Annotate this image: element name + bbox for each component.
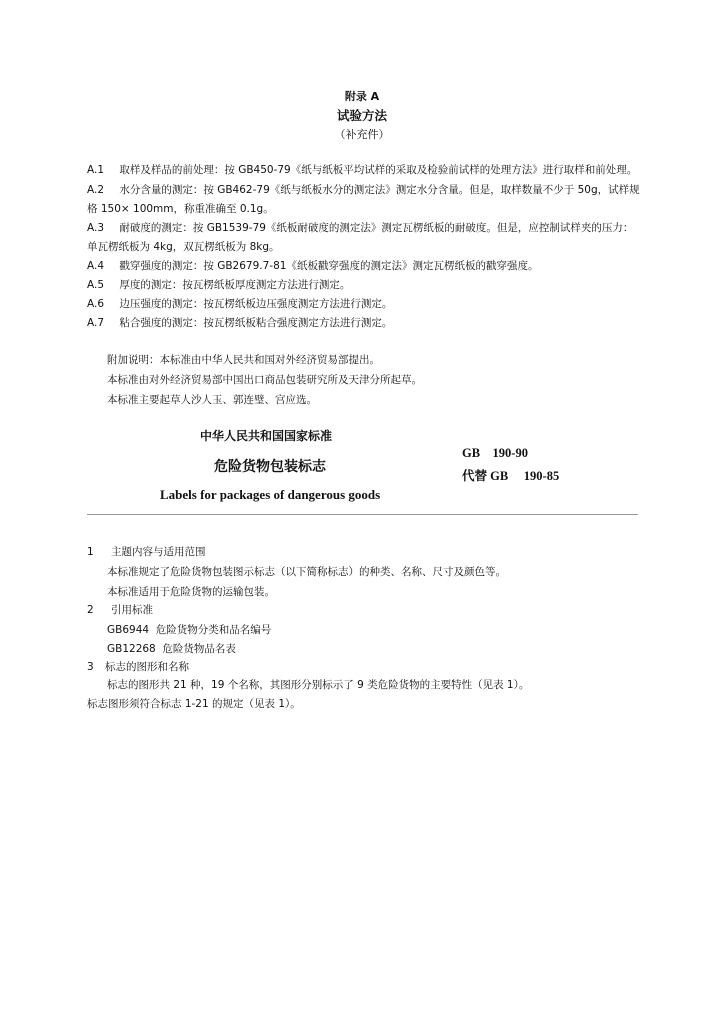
method-text: 戳穿强度的测定：按 GB2679.7-81《纸板戳穿强度的测定法》测定瓦楞纸板的戳穿强度。 [119, 260, 539, 272]
additional-note-proposer: 附加说明：本标准由中华人民共和国对外经济贸易部提出。 [107, 354, 380, 366]
standard-org: 中华人民共和国国家标准 [200, 429, 333, 443]
section-2-heading [87, 602, 153, 617]
additional-note-drafter: 本标准由对外经济贸易部中国出口商品包装研究所及天津分所起草。 [107, 374, 422, 386]
section-3-heading [87, 659, 189, 674]
section-title: 主题内容与适用范围 [111, 546, 206, 558]
method-a3 [87, 220, 633, 235]
reference-gb12268: GB12268 危险货物品名表 [107, 643, 236, 655]
appendix-note: （补充件） [334, 128, 390, 141]
additional-note-authors: 本标准主要起草人沙人玉、郭连璧、宫应选。 [107, 394, 317, 406]
method-num: A.3 [87, 222, 105, 234]
method-a4 [87, 258, 538, 273]
appendix-title: 附录 A [344, 90, 380, 103]
method-num: A.4 [87, 260, 105, 272]
appendix-subtitle: 试验方法 [336, 108, 387, 123]
method-num: A.5 [87, 279, 105, 291]
standard-replaces: 代替 GB 190-85 [462, 469, 560, 483]
method-num: A.6 [87, 298, 105, 310]
method-a2-continuation: 格 150× 100mm，称重准确至 0.1g。 [87, 203, 274, 215]
section-num: 3 [87, 661, 94, 673]
labels-requirement: 标志图形须符合标志 1-21 的规定（见表 1）。 [87, 698, 301, 710]
standard-title-en: Labels for packages of dangerous goods [160, 487, 381, 502]
applicability-text: 本标准适用于危险货物的运输包装。 [107, 586, 275, 598]
standard-title-cn: 危险货物包装标志 [214, 459, 326, 475]
section-title: 引用标准 [111, 604, 154, 616]
method-a3-continuation: 单瓦楞纸板为 4kg，双瓦楞纸板为 8kg。 [87, 241, 280, 253]
header-divider [87, 514, 638, 515]
method-a2 [87, 182, 640, 197]
section-num: 1 [87, 546, 94, 558]
method-text: 粘合强度的测定：按瓦楞纸板粘合强度测定方法进行测定。 [119, 317, 393, 329]
method-num: A.1 [87, 164, 105, 176]
method-text: 取样及样品的前处理：按 GB450-79《纸与纸板平均试样的采取及检验前试样的处理方法》进行取样和前处理。 [119, 164, 638, 176]
method-text: 边压强度的测定：按瓦楞纸板边压强度测定方法进行测定。 [119, 298, 393, 310]
section-num: 2 [87, 604, 94, 616]
section-1-heading [87, 544, 206, 559]
labels-description: 标志的图形共 21 种，19 个名称，其图形分别标示了 9 类危险货物的主要特性（见表 1）。 [107, 679, 530, 691]
method-a1 [87, 162, 637, 177]
reference-gb6944: GB6944 危险货物分类和品名编号 [107, 624, 272, 636]
method-text: 水分含量的测定：按 GB462-79《纸与纸板水分的测定法》测定水分含量。但是，取样数量不少于 50g，试样规 [119, 184, 640, 196]
method-a5 [87, 277, 350, 292]
method-num: A.7 [87, 317, 105, 329]
method-num: A.2 [87, 184, 105, 196]
method-text: 厚度的测定：按瓦楞纸板厚度测定方法进行测定。 [119, 279, 351, 291]
method-text: 耐破度的测定：按 GB1539-79《纸板耐破度的测定法》测定瓦楞纸板的耐破度。但是，应控制试样夹的压力： [119, 222, 634, 234]
standard-code: GB 190-90 [462, 446, 528, 460]
method-a7 [87, 315, 392, 330]
section-title: 标志的图形和名称 [105, 661, 190, 673]
scope-text: 本标准规定了危险货物包装图示标志（以下简称标志）的种类、名称、尺寸及颜色等。 [107, 566, 506, 578]
method-a6 [87, 296, 392, 311]
